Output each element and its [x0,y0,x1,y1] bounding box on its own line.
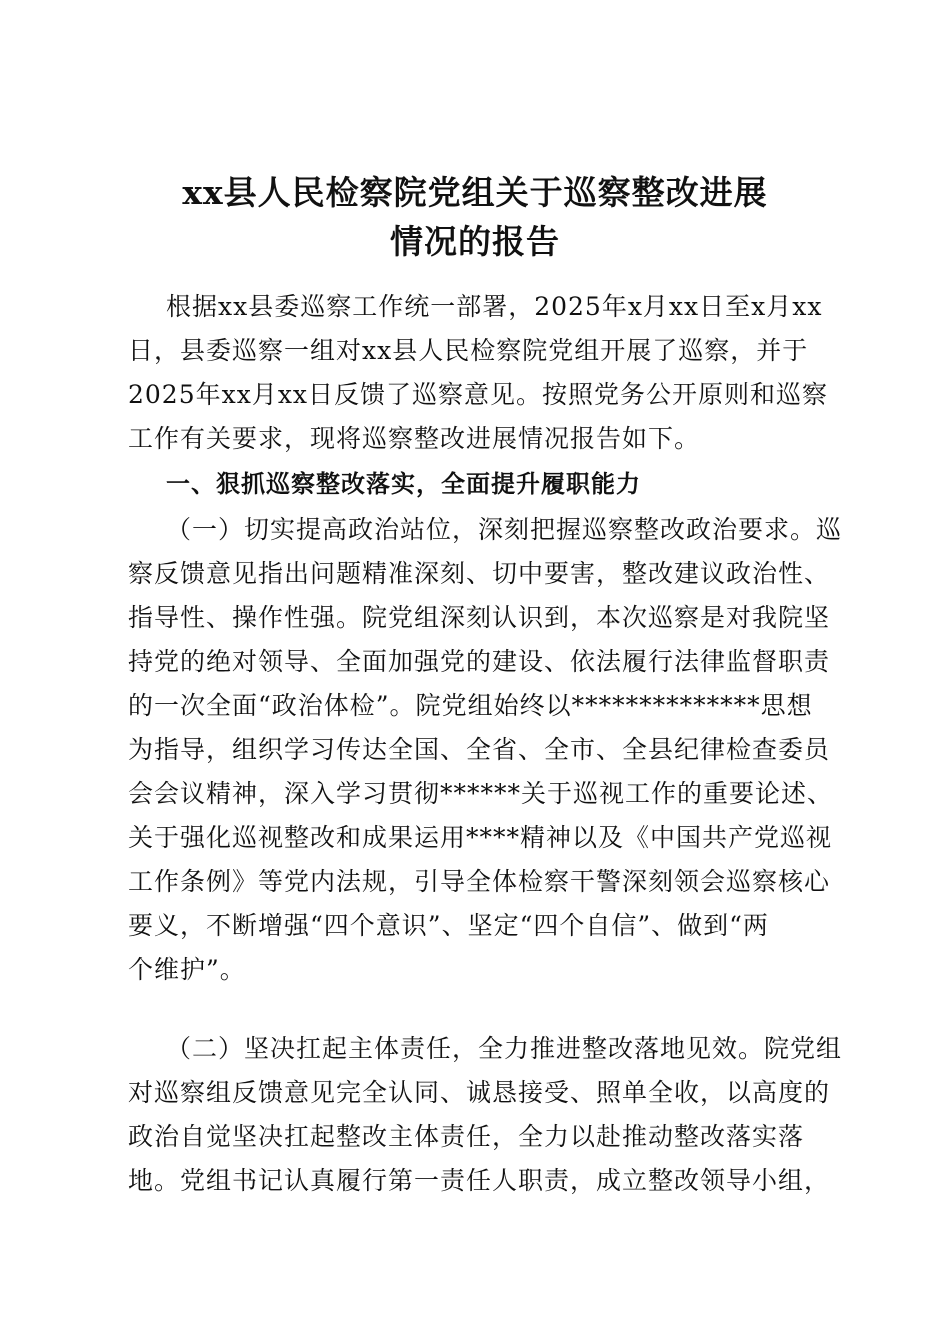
paragraph-line: 日，县委巡察一组对xx县人民检察院党组开展了巡察，并于 [128,336,809,365]
paragraph-line: （一）切实提高政治站位，深刻把握巡察整改政治要求。巡 [166,515,843,544]
paragraph-line: 持党的绝对领导、全面加强党的建设、依法履行法律监督职责 [128,647,831,676]
paragraph-line: 要义，不断增强“四个意识”、坚定“四个自信”、做到“两 [128,911,769,940]
section-heading: 一、狠抓巡察整改落实，全面提升履职能力 [166,470,641,498]
paragraph-line: （二）坚决扛起主体责任，全力推进整改落地见效。院党组 [166,1034,843,1063]
paragraph-line: 为指导，组织学习传达全国、全省、全市、全县纪律检查委员 [128,735,831,764]
paragraph-line: 察反馈意见指出问题精准深刻、切中要害，整改建议政治性、 [128,559,831,588]
paragraph-line: 的一次全面“政治体检”。院党组始终以**************思想 [128,691,813,720]
document-title-line-2: 情况的报告 [390,222,560,261]
paragraph-line: 地。党组书记认真履行第一责任人职责，成立整改领导小组， [128,1166,831,1195]
paragraph-line: 2025年xx月xx日反馈了巡察意见。按照党务公开原则和巡察 [128,380,829,409]
paragraph-line: 工作条例》等党内法规，引导全体检察干警深刻领会巡察核心 [128,867,831,896]
document-title-line-1: xx县人民检察院党组关于巡察整改进展 [182,173,768,212]
paragraph-line: 政治自觉坚决扛起整改主体责任，全力以赴推动整改落实落 [128,1122,805,1151]
paragraph-line: 对巡察组反馈意见完全认同、诚恳接受、照单全收，以高度的 [128,1078,831,1107]
paragraph-line: 工作有关要求，现将巡察整改进展情况报告如下。 [128,424,701,453]
paragraph-line: 个维护”。 [128,955,246,984]
paragraph-line: 指导性、操作性强。院党组深刻认识到，本次巡察是对我院坚 [128,603,831,632]
paragraph-line: 会会议精神，深入学习贯彻******关于巡视工作的重要论述、 [128,779,834,808]
paragraph-line: 根据xx县委巡察工作统一部署，2025年x月xx日至x月xx [166,292,823,321]
paragraph-line: 关于强化巡视整改和成果运用****精神以及《中国共产党巡视 [128,823,833,852]
